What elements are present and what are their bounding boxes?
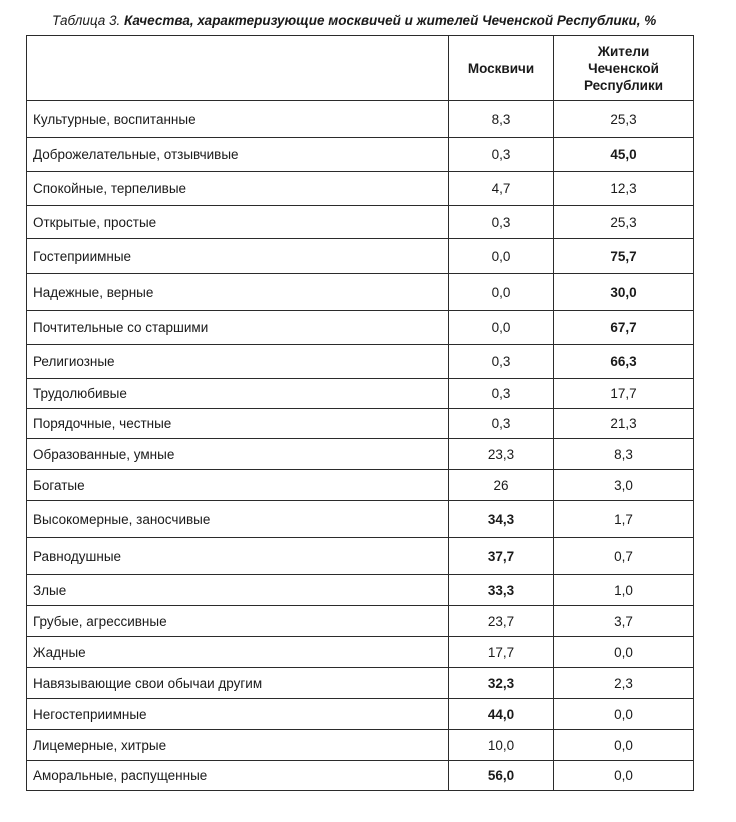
- row-quality-label: Равнодушные: [27, 538, 449, 575]
- row-quality-label: Почтительные со старшими: [27, 311, 449, 345]
- row-moscow-value: 8,3: [449, 101, 554, 138]
- row-chechnya-value: 25,3: [554, 101, 694, 138]
- table-row: [27, 439, 694, 470]
- row-quality-label: Навязывающие свои обычаи другим: [27, 668, 449, 699]
- row-chechnya-value: 21,3: [554, 409, 694, 439]
- row-quality-label: Спокойные, терпеливые: [27, 172, 449, 206]
- table-body: [27, 101, 694, 791]
- table-row: [27, 274, 694, 311]
- row-quality-label: Аморальные, распущенные: [27, 761, 449, 791]
- row-moscow-value: 26: [449, 470, 554, 501]
- table-row: [27, 501, 694, 538]
- row-moscow-value: 23,3: [449, 439, 554, 470]
- table-row: [27, 239, 694, 274]
- row-moscow-value: 0,3: [449, 138, 554, 172]
- row-moscow-value: 0,3: [449, 409, 554, 439]
- row-quality-label: Открытые, простые: [27, 206, 449, 239]
- row-moscow-value: 33,3: [449, 575, 554, 606]
- table-row: [27, 311, 694, 345]
- header-moscow: Москвичи: [449, 36, 554, 101]
- row-moscow-value: 56,0: [449, 761, 554, 791]
- row-quality-label: Жадные: [27, 637, 449, 668]
- caption-title: Качества, характеризующие москвичей и жителей Чеченской Республики, %: [124, 13, 657, 28]
- row-moscow-value: 0,0: [449, 274, 554, 311]
- row-quality-label: Культурные, воспитанные: [27, 101, 449, 138]
- row-moscow-value: 0,3: [449, 345, 554, 379]
- row-moscow-value: 4,7: [449, 172, 554, 206]
- row-chechnya-value: 0,7: [554, 538, 694, 575]
- row-moscow-value: 10,0: [449, 730, 554, 761]
- row-quality-label: Богатые: [27, 470, 449, 501]
- row-quality-label: Грубые, агрессивные: [27, 606, 449, 637]
- table-row: [27, 470, 694, 501]
- row-moscow-value: 44,0: [449, 699, 554, 730]
- table-header-row: [27, 36, 694, 101]
- table-row: [27, 345, 694, 379]
- row-quality-label: Лицемерные, хитрые: [27, 730, 449, 761]
- row-moscow-value: 0,3: [449, 379, 554, 409]
- table-row: [27, 409, 694, 439]
- header-quality: [27, 36, 449, 101]
- table-row: [27, 668, 694, 699]
- caption-prefix: Таблица 3.: [52, 13, 125, 28]
- row-quality-label: Образованные, умные: [27, 439, 449, 470]
- row-chechnya-value: 1,0: [554, 575, 694, 606]
- row-chechnya-value: 0,0: [554, 699, 694, 730]
- row-chechnya-value: 45,0: [554, 138, 694, 172]
- row-quality-label: Трудолюбивые: [27, 379, 449, 409]
- table-row: [27, 206, 694, 239]
- table-row: [27, 538, 694, 575]
- row-moscow-value: 0,0: [449, 239, 554, 274]
- row-moscow-value: 34,3: [449, 501, 554, 538]
- row-quality-label: Религиозные: [27, 345, 449, 379]
- table-row: [27, 761, 694, 791]
- qualities-table: [26, 35, 694, 791]
- row-moscow-value: 37,7: [449, 538, 554, 575]
- row-chechnya-value: 17,7: [554, 379, 694, 409]
- row-chechnya-value: 2,3: [554, 668, 694, 699]
- table-row: [27, 730, 694, 761]
- row-quality-label: Высокомерные, заносчивые: [27, 501, 449, 538]
- row-chechnya-value: 25,3: [554, 206, 694, 239]
- row-moscow-value: 0,3: [449, 206, 554, 239]
- row-moscow-value: 0,0: [449, 311, 554, 345]
- row-moscow-value: 17,7: [449, 637, 554, 668]
- table-row: [27, 138, 694, 172]
- row-chechnya-value: 3,0: [554, 470, 694, 501]
- row-chechnya-value: 3,7: [554, 606, 694, 637]
- row-quality-label: Негостеприимные: [27, 699, 449, 730]
- row-chechnya-value: 1,7: [554, 501, 694, 538]
- row-chechnya-value: 8,3: [554, 439, 694, 470]
- row-chechnya-value: 0,0: [554, 637, 694, 668]
- table-row: [27, 699, 694, 730]
- row-chechnya-value: 66,3: [554, 345, 694, 379]
- row-chechnya-value: 67,7: [554, 311, 694, 345]
- row-chechnya-value: 75,7: [554, 239, 694, 274]
- table-row: [27, 101, 694, 138]
- row-moscow-value: 32,3: [449, 668, 554, 699]
- row-quality-label: Надежные, верные: [27, 274, 449, 311]
- table-row: [27, 575, 694, 606]
- row-quality-label: Доброжелательные, отзывчивые: [27, 138, 449, 172]
- row-chechnya-value: 0,0: [554, 730, 694, 761]
- row-quality-label: Гостеприимные: [27, 239, 449, 274]
- row-moscow-value: 23,7: [449, 606, 554, 637]
- row-quality-label: Порядочные, честные: [27, 409, 449, 439]
- row-chechnya-value: 30,0: [554, 274, 694, 311]
- table-row: [27, 172, 694, 206]
- table-caption: [52, 13, 712, 28]
- row-quality-label: Злые: [27, 575, 449, 606]
- row-chechnya-value: 12,3: [554, 172, 694, 206]
- table-row: [27, 379, 694, 409]
- row-chechnya-value: 0,0: [554, 761, 694, 791]
- table-row: [27, 637, 694, 668]
- table-row: [27, 606, 694, 637]
- header-chechnya: Жители Чеченской Республики: [554, 36, 694, 101]
